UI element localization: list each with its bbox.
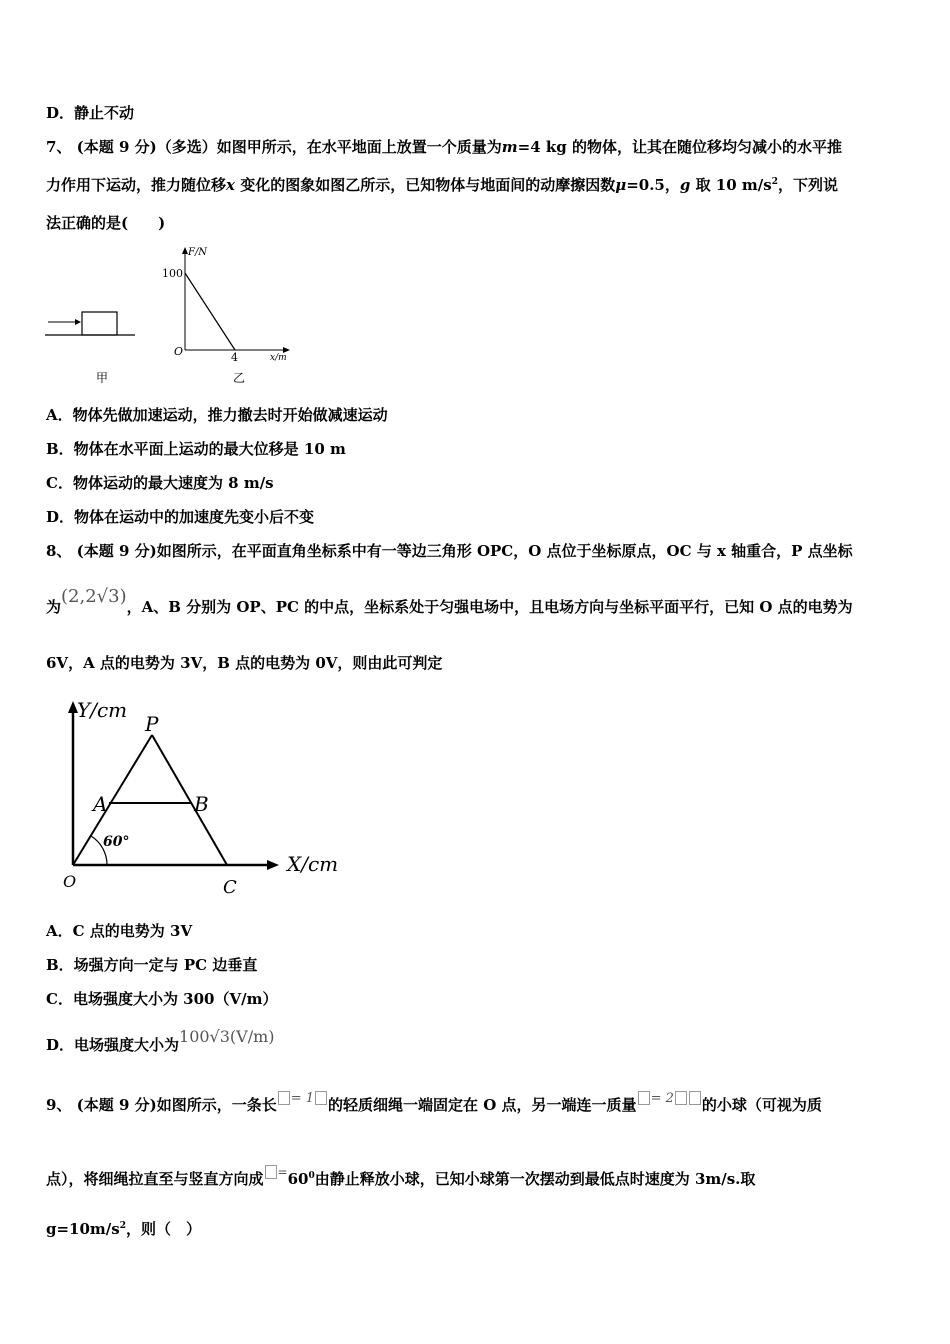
q7-stem-line3: 法正确的是( ): [46, 214, 166, 232]
graph-origin: O: [174, 345, 184, 358]
graph-line: [185, 273, 235, 350]
graph-y-tick: 100: [162, 267, 183, 280]
q8-option-d: D．电场强度大小为100√3(V/m): [46, 1027, 275, 1054]
q8-option-b: B．场强方向一定与 PC 边垂直: [46, 956, 258, 974]
q7-stem-line2: 力作用下运动，推力随位移x 变化的图象如图乙所示，已知物体与地面间的动摩擦因数μ=0.5，g 取 10 $m/s^2$，下列说: [46, 176, 838, 194]
q7-option-a: A．物体先做加速运动，推力撤去时开始做减速运动: [46, 406, 388, 424]
q7-option-c: C．物体运动的最大速度为 8 m/s: [46, 474, 274, 492]
q9-stem-line2: 点），将细绳拉直至与竖直方向成 $=60^0$由静止释放小球，已知小球第一次摆动到最低点时速度为 3m/s.取: [46, 1165, 756, 1188]
side-pc: [152, 735, 227, 865]
label-o: O: [63, 872, 77, 891]
label-b: B: [194, 792, 209, 816]
caption-jia: 甲: [96, 371, 109, 385]
y-label: Y/cm: [77, 698, 128, 722]
graph-y-label: F/N: [188, 247, 208, 258]
q9-stem-line1: 9、 (本题 9 分)如图所示，一条长 = 1 的轻质细绳一端固定在 O 点，另一端连一质量 = 2 的小球（可视为质: [46, 1091, 822, 1114]
graph-x-label: x/m: [270, 353, 287, 363]
q8-option-a: A．C 点的电势为 3V: [46, 922, 193, 940]
q6-option-d: D．静止不动: [46, 104, 135, 122]
block: [82, 312, 117, 335]
caption-yi: 乙: [233, 371, 246, 385]
q7-option-b: B．物体在水平面上运动的最大位移是 10 m: [46, 440, 346, 458]
graph-x-tick: 4: [231, 351, 238, 364]
q8-option-c: C．电场强度大小为 300（V/m）: [46, 990, 278, 1008]
q8-figure: [55, 695, 355, 900]
angle-label: 60°: [103, 834, 130, 850]
q8-stem-line1: 8、 (本题 9 分)如图所示，在平面直角坐标系中有一等边三角形 OPC，O 点位于坐标原点，OC 与 x 轴重合，P 点坐标: [46, 542, 853, 560]
q7-figure: [40, 240, 310, 390]
q7-option-d: D．物体在运动中的加速度先变小后不变: [46, 508, 315, 526]
q8-stem-line2: 为(2,2√3)，A、B 分别为 OP、PC 的中点，坐标系处于匀强电场中，且电场方向与坐标平面平行，已知 O 点的电势为: [46, 586, 853, 616]
label-c: C: [223, 877, 237, 898]
q9-stem-line3: $g=10m/s^2$，则（ ）: [46, 1220, 202, 1238]
q7-stem-line1: 7、 (本题 9 分)（多选）如图甲所示，在水平地面上放置一个质量为m=4 kg 的物体，让其在随位移均匀减小的水平推: [46, 138, 842, 156]
q8-stem-line3: 6V，A 点的电势为 3V，B 点的电势为 0V，则由此可判定: [46, 654, 443, 672]
label-a: A: [93, 792, 108, 816]
label-p: P: [145, 712, 159, 736]
x-label: X/cm: [287, 852, 339, 876]
